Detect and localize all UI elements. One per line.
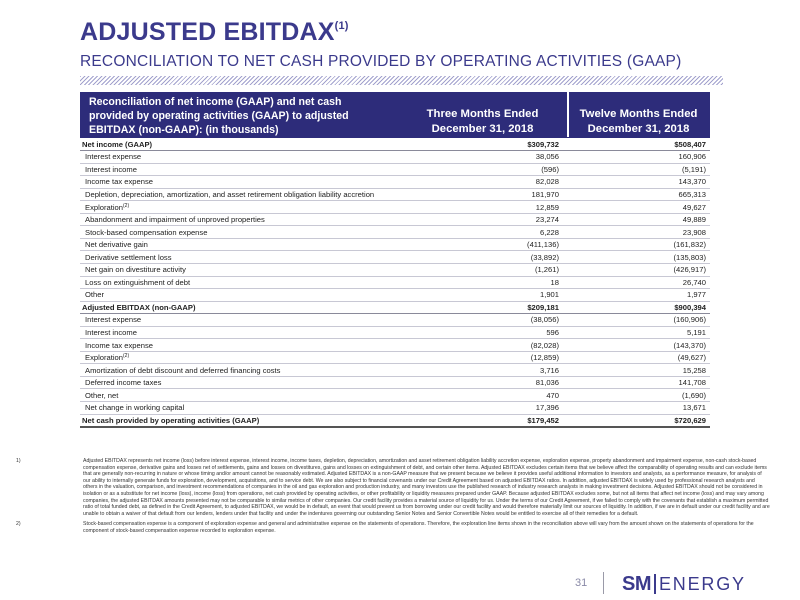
value-three-months: 23,274 bbox=[410, 213, 567, 226]
value-three-months: 3,716 bbox=[410, 364, 567, 377]
row-label: Income tax expense bbox=[80, 339, 410, 352]
value-twelve-months: (160,906) bbox=[567, 314, 710, 327]
table-row bbox=[80, 163, 710, 176]
table-row bbox=[80, 138, 710, 151]
value-twelve-months: 141,708 bbox=[567, 376, 710, 389]
table-row bbox=[80, 226, 710, 239]
value-three-months: (1,261) bbox=[410, 263, 567, 276]
reconciliation-table bbox=[80, 92, 710, 428]
table-row bbox=[80, 276, 710, 289]
value-three-months: 181,970 bbox=[410, 188, 567, 201]
value-twelve-months: 160,906 bbox=[567, 151, 710, 164]
reconciliation-body bbox=[80, 138, 710, 428]
title-footnote-marker: (1) bbox=[334, 20, 349, 32]
row-label: Net gain on divestiture activity bbox=[80, 263, 410, 276]
value-three-months: 17,396 bbox=[410, 401, 567, 414]
footnote-number: 1) bbox=[16, 458, 21, 464]
page-title: ADJUSTED EBITDAX$^{(1)}$ bbox=[80, 18, 349, 46]
row-label: Net derivative gain bbox=[80, 238, 410, 251]
value-twelve-months: (1,690) bbox=[567, 389, 710, 402]
table-row bbox=[80, 376, 710, 389]
value-three-months: 18 bbox=[410, 276, 567, 289]
row-label: Adjusted EBITDAX (non-GAAP) bbox=[80, 301, 410, 314]
table-row bbox=[80, 289, 710, 302]
row-label: Abandonment and impairment of unproved properties bbox=[80, 213, 410, 226]
value-three-months: (596) bbox=[410, 163, 567, 176]
value-twelve-months: 26,740 bbox=[567, 276, 710, 289]
table-row bbox=[80, 213, 710, 226]
row-label: Interest income bbox=[80, 163, 410, 176]
row-label: Other bbox=[80, 289, 410, 302]
row-label: Derivative settlement loss bbox=[80, 251, 410, 264]
footnote-marker: (2) bbox=[123, 202, 130, 209]
value-twelve-months: (426,917) bbox=[567, 263, 710, 276]
value-twelve-months: 143,370 bbox=[567, 176, 710, 189]
table-row bbox=[80, 201, 710, 214]
row-label: Interest expense bbox=[80, 151, 410, 164]
value-twelve-months: 15,258 bbox=[567, 364, 710, 377]
table-row bbox=[80, 364, 710, 377]
row-label: Amortization of debt discount and deferred financing costs bbox=[80, 364, 410, 377]
table-row bbox=[80, 151, 710, 164]
row-label: Depletion, depreciation, amortization, and asset retirement obligation liability accretion bbox=[80, 188, 410, 201]
row-label: Exploration$^{(2)}$ bbox=[80, 351, 410, 364]
value-twelve-months: $720,629 bbox=[567, 414, 710, 427]
table-row bbox=[80, 351, 710, 364]
footnote-text: Stock-based compensation expense is a component of exploration expense and general and administrative expense on the statements of operations. Therefore, the exploration line items shown in the reconciliation above will vary from the amount shown on the statements of operations for the component of stock-based compensation expense recorded to exploration expense. bbox=[83, 521, 754, 534]
table-header bbox=[80, 92, 710, 138]
logo-energy: ENERGY bbox=[659, 573, 746, 594]
footnote bbox=[16, 521, 770, 534]
row-label: Net income (GAAP) bbox=[80, 138, 410, 151]
value-three-months: 596 bbox=[410, 326, 567, 339]
table-row bbox=[80, 251, 710, 264]
header-three-months: Three Months Ended December 31, 2018 bbox=[426, 108, 539, 135]
value-three-months: (411,136) bbox=[410, 238, 567, 251]
value-twelve-months: 1,977 bbox=[567, 289, 710, 302]
value-twelve-months: 49,889 bbox=[567, 213, 710, 226]
value-three-months: 82,028 bbox=[410, 176, 567, 189]
value-twelve-months: (49,627) bbox=[567, 351, 710, 364]
row-label: Income tax expense bbox=[80, 176, 410, 189]
table-row bbox=[80, 389, 710, 402]
table-row bbox=[80, 401, 710, 414]
row-label: Other, net bbox=[80, 389, 410, 402]
value-twelve-months: (5,191) bbox=[567, 163, 710, 176]
value-twelve-months: (143,370) bbox=[567, 339, 710, 352]
value-twelve-months: (161,832) bbox=[567, 238, 710, 251]
footnote-text: Adjusted EBITDAX represents net income (loss) before interest expense, interest income, income taxes, depletion, depreciation, amortization and asset retirement obligation liability accretion expense, exploration expense, property abandonment and impairment expense, non-cash stock-based compensation expense, derivative gains and losses net of settlements, gains and losses on divestitures, gains and losses on extinguishment of debt, and certain other items. Adjusted EBITDAX excludes certain items that we believe affect the comparability of operating results and can exclude items that are generally non-recurring in nature or whose timing and/or amount cannot be reasonably estimated. Adjusted EBITDAX is a non-GAAP measure that we present because we believe it provides useful additional information to investors and analysts, as a performance measure, for analysis of our ability to internally generate funds for exploration, development, acquisitions, and to service debt. We are also subject to financial covenants under our Credit Agreement based on adjusted EBITDAX ratios. In addition, adjusted EBITDAX is widely used by professional research analysts and others in the valuation, comparison, and investment recommendations of companies in the oil and gas exploration and production industry, and many investors use the published research of industry research analysts in making investment decisions. Adjusted EBITDAX should not be considered in isolation or as a substitute for net income (loss), income (loss) from operations, net cash provided by operating activities, or other profitability or liquidity measures prepared under GAAP. Because adjusted EBITDAX excludes some, but not all items that affect net income (loss) and may vary among companies, the adjusted EBITDAX amounts presented may not be comparable to similar metrics of other companies. Our credit facility provides a material source of liquidity for us. Under the terms of our Credit Agreement, if we failed to comply with the covenants that establish a maximum permitted ratio of total funded debt, as defined in the Credit Agreement, to adjusted EBITDAX, we would be in default, an event that would prevent us from borrowing under our credit facility and would therefore materially limit our sources of liquidity. In addition, if we are in default under our credit facility and are unable to obtain a waiver of that default from our lenders, lenders under that facility and under the indentures governing our outstanding Senior Notes and Senior Convertible Notes would be entitled to exercise all of their remedies for a default. bbox=[83, 458, 770, 517]
value-twelve-months: 5,191 bbox=[567, 326, 710, 339]
table-row bbox=[80, 301, 710, 314]
footnote-marker: (2) bbox=[123, 353, 130, 360]
table-row bbox=[80, 339, 710, 352]
table-row bbox=[80, 326, 710, 339]
value-three-months: 12,859 bbox=[410, 201, 567, 214]
value-twelve-months: 13,671 bbox=[567, 401, 710, 414]
footer-divider bbox=[603, 572, 604, 594]
value-three-months: (82,028) bbox=[410, 339, 567, 352]
row-label: Exploration$^{(2)}$ bbox=[80, 201, 410, 214]
header-twelve-months: Twelve Months Ended December 31, 2018 bbox=[579, 108, 698, 135]
value-twelve-months: $508,407 bbox=[567, 138, 710, 151]
row-label: Deferred income taxes bbox=[80, 376, 410, 389]
row-label: Interest expense bbox=[80, 314, 410, 327]
value-three-months: (12,859) bbox=[410, 351, 567, 364]
value-three-months: 38,056 bbox=[410, 151, 567, 164]
value-three-months: $179,452 bbox=[410, 414, 567, 427]
page-subtitle: RECONCILIATION TO NET CASH PROVIDED BY OPERATING ACTIVITIES (GAAP) bbox=[80, 53, 682, 70]
logo-bar bbox=[654, 574, 656, 594]
sm-energy-logo bbox=[622, 572, 746, 596]
table-row bbox=[80, 263, 710, 276]
table-row bbox=[80, 414, 710, 427]
decorative-hatch-band bbox=[80, 76, 723, 85]
value-three-months: 81,036 bbox=[410, 376, 567, 389]
value-twelve-months: (135,803) bbox=[567, 251, 710, 264]
logo-sm: SM bbox=[622, 572, 651, 595]
value-three-months: $309,732 bbox=[410, 138, 567, 151]
row-label: Net change in working capital bbox=[80, 401, 410, 414]
row-label: Interest income bbox=[80, 326, 410, 339]
table-row bbox=[80, 176, 710, 189]
table-row bbox=[80, 238, 710, 251]
value-three-months: 6,228 bbox=[410, 226, 567, 239]
table-row bbox=[80, 314, 710, 327]
value-twelve-months: 23,908 bbox=[567, 226, 710, 239]
value-three-months: 1,901 bbox=[410, 289, 567, 302]
table-row bbox=[80, 188, 710, 201]
value-twelve-months: 49,627 bbox=[567, 201, 710, 214]
value-three-months: (33,892) bbox=[410, 251, 567, 264]
value-three-months: 470 bbox=[410, 389, 567, 402]
header-description: Reconciliation of net income (GAAP) and net cash provided by operating activities (GAAP) to adjusted EBITDAX (non-GAAP): (in thousands) bbox=[89, 96, 349, 136]
footnote bbox=[16, 458, 770, 517]
footnotes bbox=[16, 458, 770, 539]
value-twelve-months: $900,394 bbox=[567, 301, 710, 314]
footnote-number: 2) bbox=[16, 521, 21, 528]
row-label: Stock-based compensation expense bbox=[80, 226, 410, 239]
value-three-months: (38,056) bbox=[410, 314, 567, 327]
page-number: 31 bbox=[575, 577, 588, 589]
value-three-months: $209,181 bbox=[410, 301, 567, 314]
row-label: Loss on extinguishment of debt bbox=[80, 276, 410, 289]
row-label: Net cash provided by operating activities (GAAP) bbox=[80, 414, 410, 427]
value-twelve-months: 665,313 bbox=[567, 188, 710, 201]
